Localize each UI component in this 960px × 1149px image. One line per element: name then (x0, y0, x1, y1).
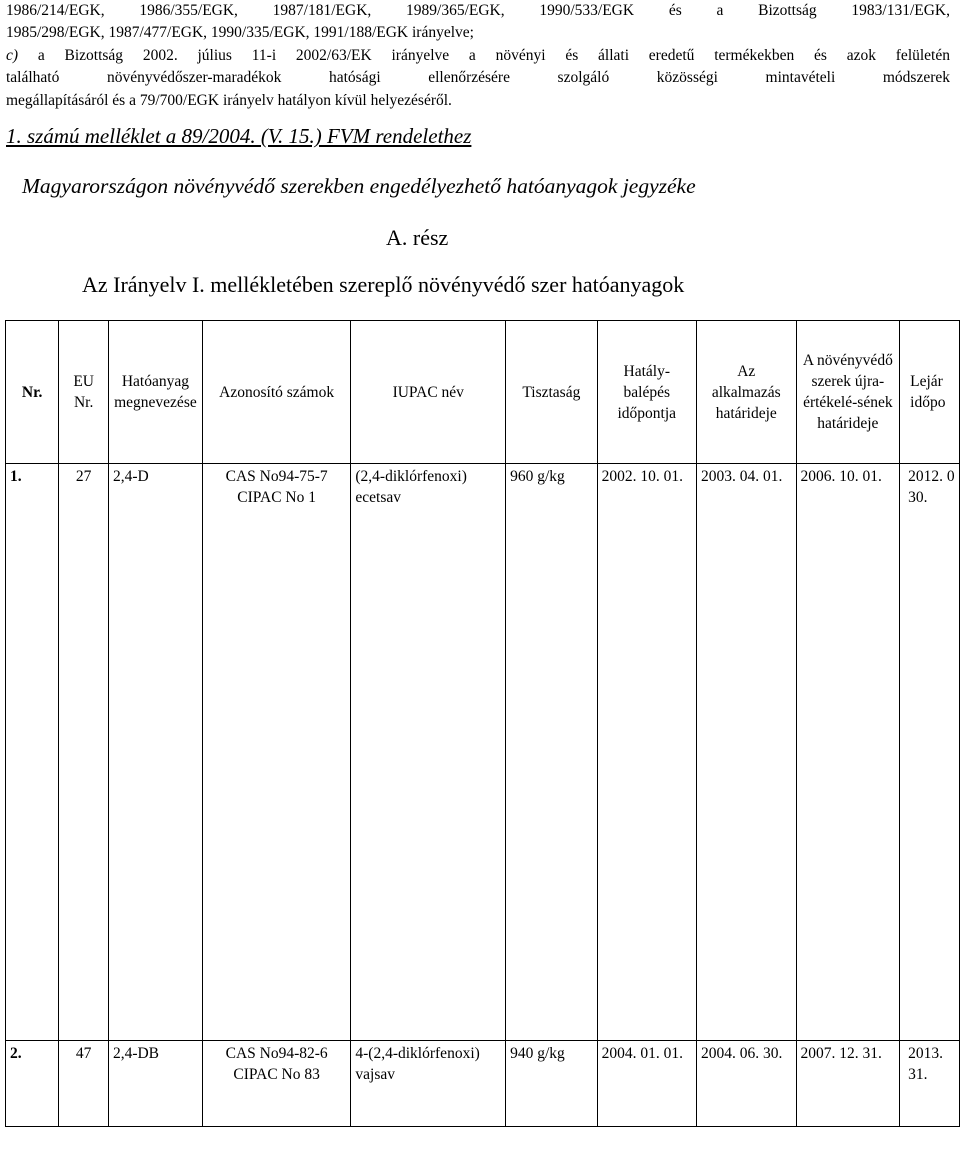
intro-line-2: 1985/298/EGK, 1987/477/EGK, 1990/335/EGK, 1991/188/EGK irányelve; (6, 24, 474, 42)
cell-eu-nr: 27 (59, 464, 109, 1041)
cell-azonosito: CAS No94-82-6 CIPAC No 83 (202, 1041, 350, 1127)
header-nr: Nr. (6, 321, 59, 464)
header-hatalybalepes: Hatály-balépés időpontja (597, 321, 696, 464)
table-row (6, 464, 960, 1041)
list-marker: c) (6, 46, 19, 64)
cell-nr: 1. (6, 464, 59, 1041)
intro-line-3-text: a Bizottság 2002. július 11-i 2002/63/EK irányelve a növényi és állati eredetű termékekben és azok felületén (18, 46, 950, 64)
intro-paragraph (6, 0, 950, 112)
cell-hatoanyag: 2,4-DB (108, 1041, 202, 1127)
header-tisztasag: Tisztaság (506, 321, 598, 464)
header-lejarat: Lejár időpo (900, 321, 960, 464)
cell-lejarat: 2012. 0 30. (900, 464, 960, 1041)
annex-title-text: 1. számú melléklet a 89/2004. (V. 15.) FVM rendelethez (6, 124, 472, 148)
section-subtitle: Az Irányelv I. mellékletében szereplő növényvédő szer hatóanyagok (82, 272, 685, 297)
cell-alkalmazas: 2003. 04. 01. (696, 464, 796, 1041)
header-hatoanyag: Hatóanyag megnevezése (108, 321, 202, 464)
header-alkalmazas: Az alkalmazás határideje (696, 321, 796, 464)
cell-alkalmazas: 2004. 06. 30. (696, 1041, 796, 1127)
cell-lejarat: 2013. 31. (900, 1041, 960, 1127)
intro-line-5: megállapításáról és a 79/700/EGK irányelv hatályon kívül helyezéséről. (6, 91, 452, 109)
table-header-row (6, 321, 960, 464)
intro-line-1: 1986/214/EGK, 1986/355/EGK, 1987/181/EGK, 1989/365/EGK, 1990/533/EGK és a Bizottság 1983/131/EGK, (6, 2, 950, 19)
header-eu-nr: EU Nr. (59, 321, 109, 464)
table-row (6, 1041, 960, 1127)
cell-hatalybalepes: 2004. 01. 01. (597, 1041, 696, 1127)
list-title: Magyarországon növényvédő szerekben engedélyezhető hatóanyagok jegyzéke (22, 174, 696, 198)
cell-tisztasag: 960 g/kg (506, 464, 598, 1041)
part-label: A. rész (386, 225, 449, 250)
intro-line-4: található növényvédőszer-maradékok hatósági ellenőrzésére szolgáló közösségi mintavételi módszerek (6, 69, 950, 87)
cell-ujraertekeles: 2006. 10. 01. (796, 464, 900, 1041)
cell-tisztasag: 940 g/kg (506, 1041, 598, 1127)
cell-hatalybalepes: 2002. 10. 01. (597, 464, 696, 1041)
header-azonosito: Azonosító számok (202, 321, 350, 464)
cell-hatoanyag: 2,4-D (108, 464, 202, 1041)
cell-nr: 2. (6, 1041, 59, 1127)
intro-line-3 (6, 45, 950, 67)
cell-eu-nr: 47 (59, 1041, 109, 1127)
header-ujraertekeles: A növényvédő szerek újra-értékelé-sének határideje (796, 321, 900, 464)
active-substances-table (5, 320, 960, 1127)
cell-iupac: (2,4-diklórfenoxi) ecetsav (351, 464, 506, 1041)
cell-azonosito: CAS No94-75-7 CIPAC No 1 (202, 464, 350, 1041)
header-iupac: IUPAC név (351, 321, 506, 464)
cell-ujraertekeles: 2007. 12. 31. (796, 1041, 900, 1127)
annex-title (6, 124, 471, 149)
cell-iupac: 4-(2,4-diklórfenoxi) vajsav (351, 1041, 506, 1127)
